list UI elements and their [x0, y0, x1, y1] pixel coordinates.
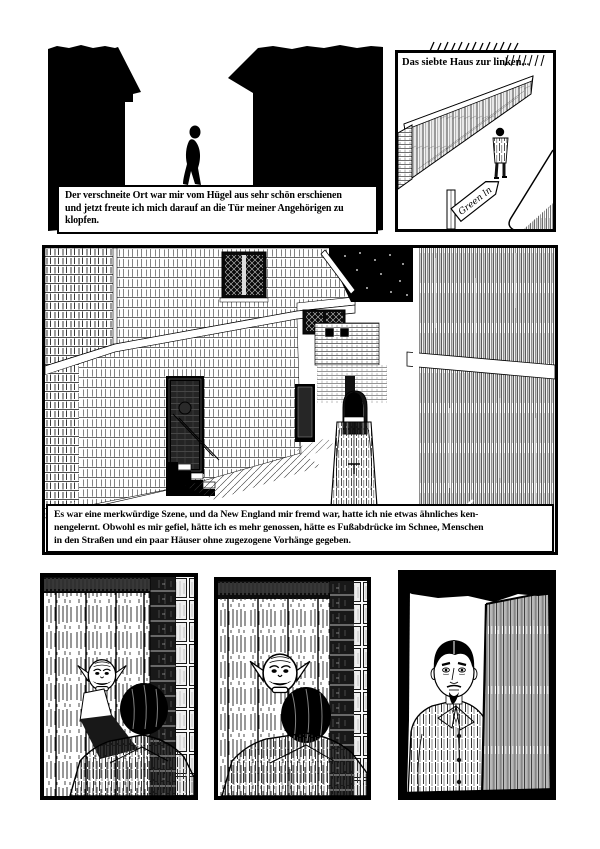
black-left-jamb	[398, 588, 410, 796]
snowy-roof-corner	[509, 150, 553, 229]
panel-2	[395, 50, 556, 232]
opened-door-leaf	[482, 590, 556, 796]
left-shingled-house	[45, 248, 355, 514]
narration-line: und jetzt freute ich mich darauf an die Tür meiner Angehörigen zu	[65, 202, 344, 214]
narration-box-3	[46, 504, 554, 553]
panel-6	[398, 570, 556, 800]
wooden-fence	[398, 76, 533, 189]
visitor-head	[120, 683, 168, 735]
doorman-figure	[408, 640, 486, 796]
sign-label: Green ln	[456, 185, 495, 218]
narration-line: Es war eine merkwürdige Szene, und da New England mir fremd war, hatte ich nie etwas ähnliches ken-	[54, 509, 479, 520]
distant-walking-figure	[493, 128, 508, 178]
narration-line: in den Straßen und ein paar Häuser ohne zugezogene Vorhänge gegeben.	[54, 534, 351, 546]
narration-box-1	[57, 185, 378, 234]
door-wreath	[179, 402, 191, 414]
panel-4-art	[44, 577, 194, 796]
walking-man-back-view	[331, 392, 377, 506]
panel-5	[214, 577, 371, 800]
distant-houses	[315, 323, 387, 403]
narration-line: klopfen.	[65, 215, 99, 227]
narration-box-2: Das siebte Haus zur linken...	[402, 57, 530, 68]
street-sign	[447, 175, 503, 229]
panel-4	[40, 573, 198, 800]
walking-figure-silhouette	[183, 126, 201, 186]
narration-line: Der verschneite Ort war mir vom Hügel aus sehr schön erschienen	[65, 190, 342, 201]
panel-2-art	[398, 53, 553, 229]
fence-gate-post	[398, 125, 412, 189]
diamond-window-pair	[220, 252, 268, 302]
panel-5-art	[218, 581, 367, 796]
far-door	[295, 384, 315, 442]
narration-line: nengelernt. Obwohl es mir gefiel, hätte ich es mehr genossen, hätte es Fußabdrücke im Schnee, Menschen	[54, 521, 484, 533]
panel-6-art	[398, 570, 556, 800]
